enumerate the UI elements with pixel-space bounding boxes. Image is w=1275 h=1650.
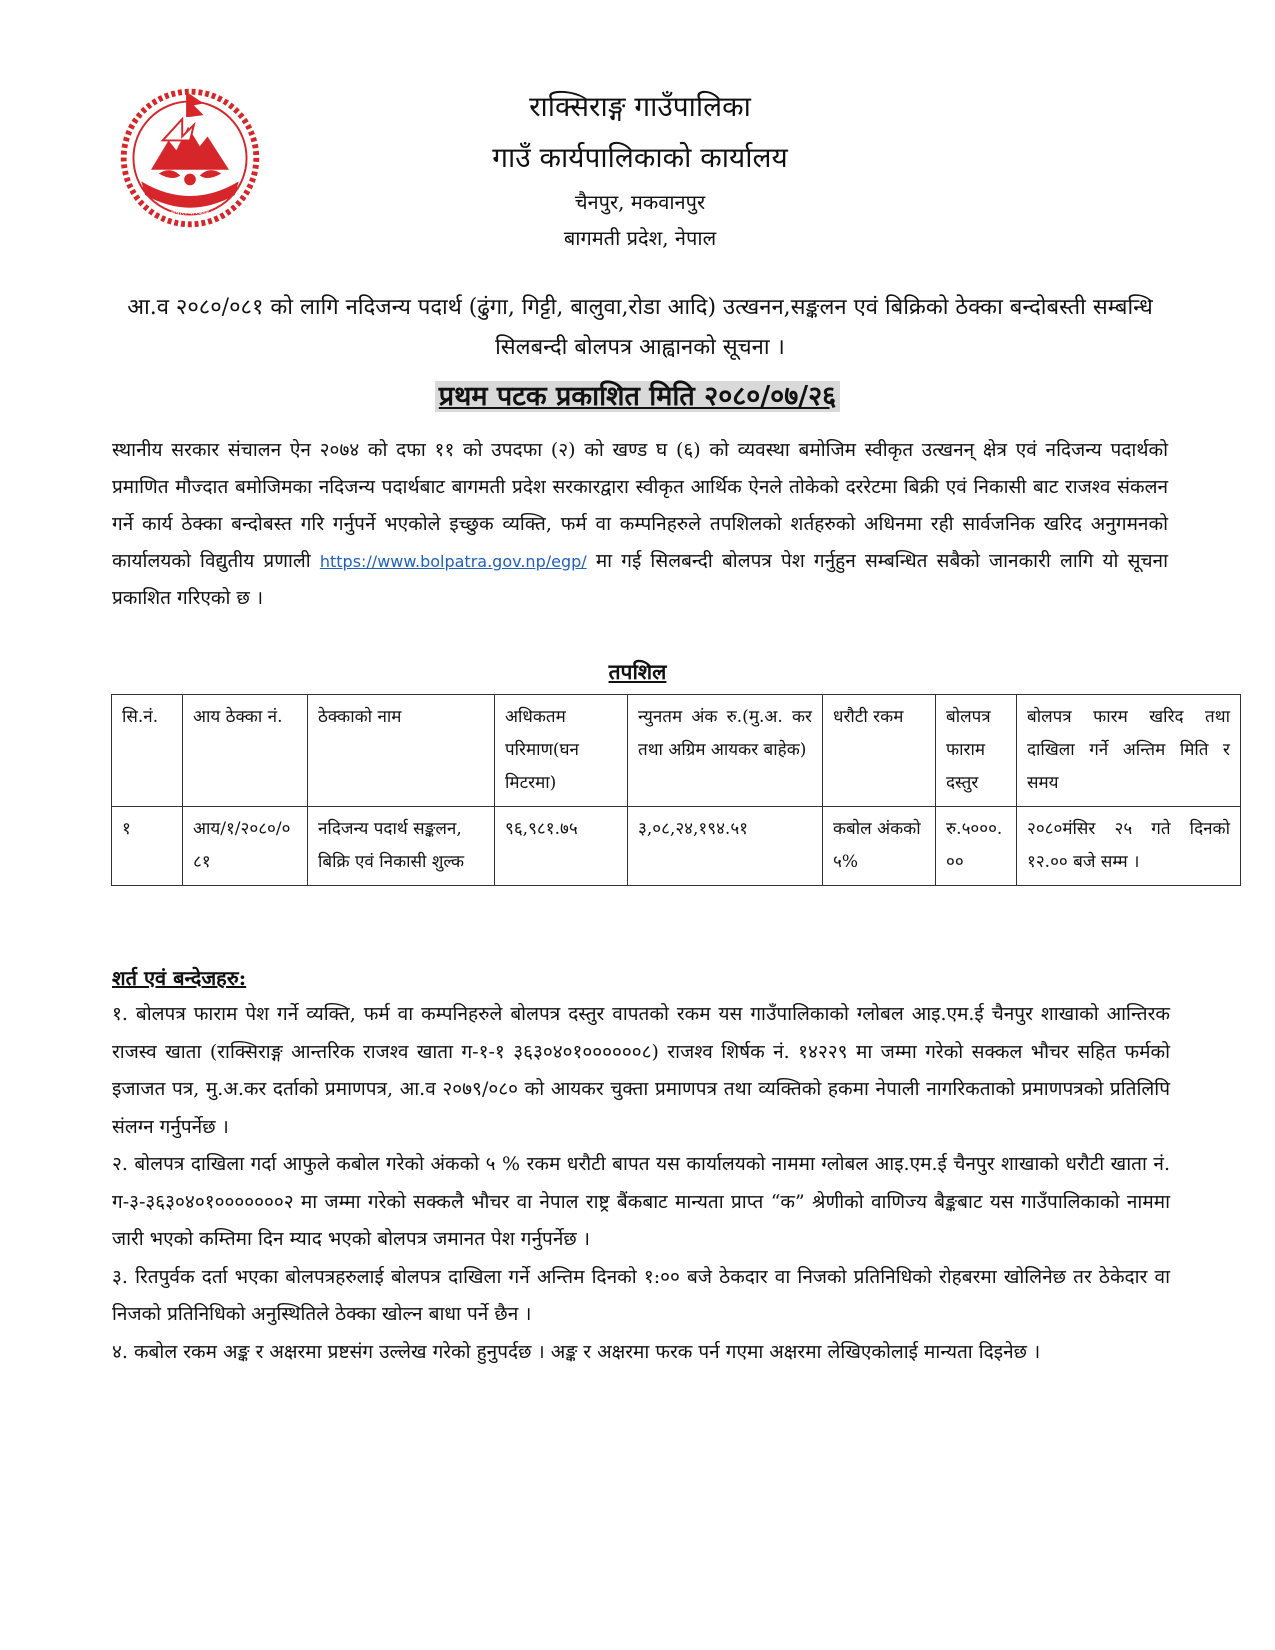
- intro-paragraph: [112, 432, 1168, 617]
- header-cell: धरौटी रकम: [823, 695, 936, 807]
- term-item: ३. रितपुर्वक दर्ता भएका बोलपत्रहरुलाई बोलपत्र दाखिला गर्ने अन्तिम दिनको १:०० बजे ठेकदार वा निजको प्रतिनिधिको रोहबरमा खोलिनेछ तर ठेकेदार वा निजको प्रतिनिधिको अनुस्थितिले ठेक्का खोल्न बाधा पर्ने छैन ।: [112, 1265, 1170, 1325]
- municipality-name: राक्सिराङ्ग गाउँपालिका: [529, 90, 751, 123]
- header-cell: बोलपत्र फाराम दस्तुर: [936, 695, 1017, 807]
- table-header-row: [112, 695, 1241, 807]
- term-item: २. बोलपत्र दाखिला गर्दा आफुले कबोल गरेको अंकको ५ % रकम धरौटी बापत यस कार्यालयको नाममा ग्लोबल आइ.एम.ई चैनपुर शाखाको धरौटी खाता नं. ग-३-३६३०४०१०००००००२ मा जम्मा गरेको सक्कलै भौचर वा नेपाल राष्ट्र बैंकबाट मान्यता प्राप्त “क” श्रेणीको वाणिज्य बैङ्कबाट यस गाउँपालिकाको नाममा जारी भएको कम्तिमा दिन म्याद भएको बोलपत्र जमानत पेश गर्नुपर्नेछ ।: [112, 1153, 1170, 1250]
- table-cell: नदिजन्य पदार्थ सङ्कलन, बिक्रि एवं निकासी शुल्क: [308, 807, 495, 886]
- table-row: [112, 807, 1241, 886]
- header-cell: आय ठेक्का नं.: [183, 695, 308, 807]
- table-cell: १: [112, 807, 183, 886]
- table-cell: कबोल अंकको ५%: [823, 807, 936, 886]
- header-cell: अधिकतम परिमाण(घन मिटरमा): [495, 695, 628, 807]
- table-cell: २०८०मंसिर २५ गते दिनको १२.०० बजे सम्म ।: [1017, 807, 1241, 886]
- header-cell: न्युनतम अंक रु.(मु.अ. कर तथा अग्रिम आयकर बाहेक): [628, 695, 823, 807]
- intro-text-2: मा गई सिलबन्दी बोलपत्र पेश गर्नुहुन सम्बन्धित सबैको जानकारी लागि यो सूचना प्रकाशित गरिएको छ ।: [112, 550, 1168, 609]
- table-cell: आय/१/२०८०/०८१: [183, 807, 308, 886]
- table-heading: तपशिल: [608, 659, 667, 684]
- nepal-government-emblem: [112, 80, 268, 236]
- publish-date: प्रथम पटक प्रकाशित मिति २०८०/०७/२६: [435, 381, 840, 412]
- table-cell: ३,०८,२४,१९४.५१: [628, 807, 823, 886]
- office-header: [300, 82, 980, 256]
- office-address: चैनपुर, मकवानपुर: [574, 190, 706, 214]
- terms-heading: शर्त एवं बन्देजहरु:: [112, 966, 247, 990]
- header-cell: ठेक्काको नाम: [308, 695, 495, 807]
- intro-text-1: स्थानीय सरकार संचालन ऐन २०७४ को दफा ११ को उपदफा (२) को खण्ड घ (६) को व्यवस्था बमोजिम स्वीकृत उत्खनन् क्षेत्र एवं नदिजन्य पदार्थको प्रमाणित मौज्दात बमोजिमका नदिजन्य पदार्थबाट बागमती प्रदेश सरकारद्वारा स्वीकृत आर्थिक ऐनले तोकेको दररेटमा बिक्री एवं निकासी बाट राजश्व संकलन गर्ने कार्य ठेक्का बन्दोबस्त गरि गर्नुपर्ने भएकोले इच्छुक व्यक्ति, फर्म वा कम्पनिहरुले तपशिलको शर्तहरुको अधिनमा रही सार्वजनिक खरिद अनुगमनको कार्यालयको विद्युतीय प्रणाली: [112, 439, 1168, 572]
- table-cell: रु.५०००.००: [936, 807, 1017, 886]
- office-province: बागमती प्रदेश, नेपाल: [563, 226, 717, 250]
- header-cell: सि.नं.: [112, 695, 183, 807]
- term-item: १. बोलपत्र फाराम पेश गर्ने व्यक्ति, फर्म वा कम्पनिहरुले बोलपत्र दस्तुर वापतको रकम यस गाउँपालिकाको ग्लोबल आइ.एम.ई चैनपुर शाखाको आन्तिरक राजस्व खाता (राक्सिराङ्ग आन्तरिक राजश्व खाता ग-१-१ ३६३०४०१००००००८) राजश्व शिर्षक नं. १४२२९ मा जम्मा गरेको सक्कल भौचर सहित फर्मको इजाजत पत्र, मु.अ.कर दर्ताको प्रमाणपत्र, आ.व २०७९/०८० को आयकर चुक्ता प्रमाणपत्र तथा व्यक्तिको हकमा नेपाली नागरिकताको प्रमाणपत्रको प्रतिलिपि संलग्न गर्नुपर्नेछ ।: [112, 1003, 1170, 1138]
- header-cell: बोलपत्र फारम खरिद तथा दाखिला गर्ने अन्तिम मिति र समय: [1017, 695, 1241, 807]
- contract-table: [111, 694, 1241, 886]
- notice-title: आ.व २०८०/०८१ को लागि नदिजन्य पदार्थ (ढुंगा, गिट्टी, बालुवा,रोडा आदि) उत्खनन,सङ्कलन एवं बिक्रिको ठेक्का बन्दोबस्ती सम्बन्धि सिलबन्दी बोलपत्र आह्वानको सूचना ।: [127, 295, 1153, 360]
- term-item: ४. कबोल रकम अङ्क र अक्षरमा प्रष्टसंग उल्लेख गरेको हुनुपर्दछ । अङ्क र अक्षरमा फरक पर्न गएमा अक्षरमा लेखिएकोलाई मान्यता दिइनेछ ।: [112, 1340, 1041, 1363]
- office-name: गाउँ कार्यपालिकाको कार्यालय: [492, 141, 788, 174]
- publish-date-line: [0, 376, 1275, 413]
- terms-list: [112, 996, 1170, 1371]
- table-cell: ९६,९८१.७५: [495, 807, 628, 886]
- emblem-text: नेपाल सरकार: [170, 207, 210, 217]
- bolpatra-link[interactable]: https://www.bolpatra.gov.np/egp/: [319, 552, 587, 571]
